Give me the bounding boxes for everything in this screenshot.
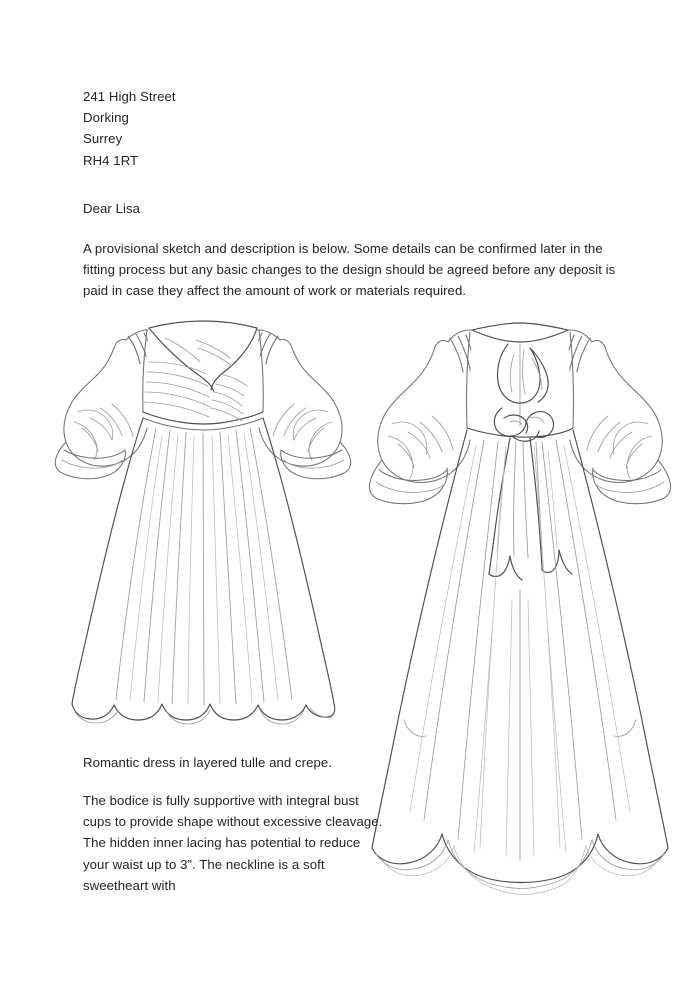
address-line-2: Dorking [83,110,129,126]
sender-address-block [83,86,383,171]
sketch-caption: Romantic dress in layered tulle and crepe. [83,755,333,770]
dress-sketch-back [352,300,688,900]
address-line-1: 241 High Street [83,89,176,104]
intro-paragraph: A provisional sketch and description is below. Some details can be confirmed later in the fitting process but any basic changes to the design should be agreed before any deposit is paid in case they affect the amount of work or materials required. [83,241,616,299]
salutation: Dear Lisa [83,201,141,216]
address-line-3: Surrey [83,131,123,147]
dress-sketch-front [48,300,358,750]
address-line-4: RH4 1RT [83,152,139,168]
description-paragraph: The bodice is fully supportive with integral bust cups to provide shape without excessive cleavage. The hidden inner lacing has potential to reduce your waist up to 3”. The neckline is a soft sweetheart with [83,793,383,893]
